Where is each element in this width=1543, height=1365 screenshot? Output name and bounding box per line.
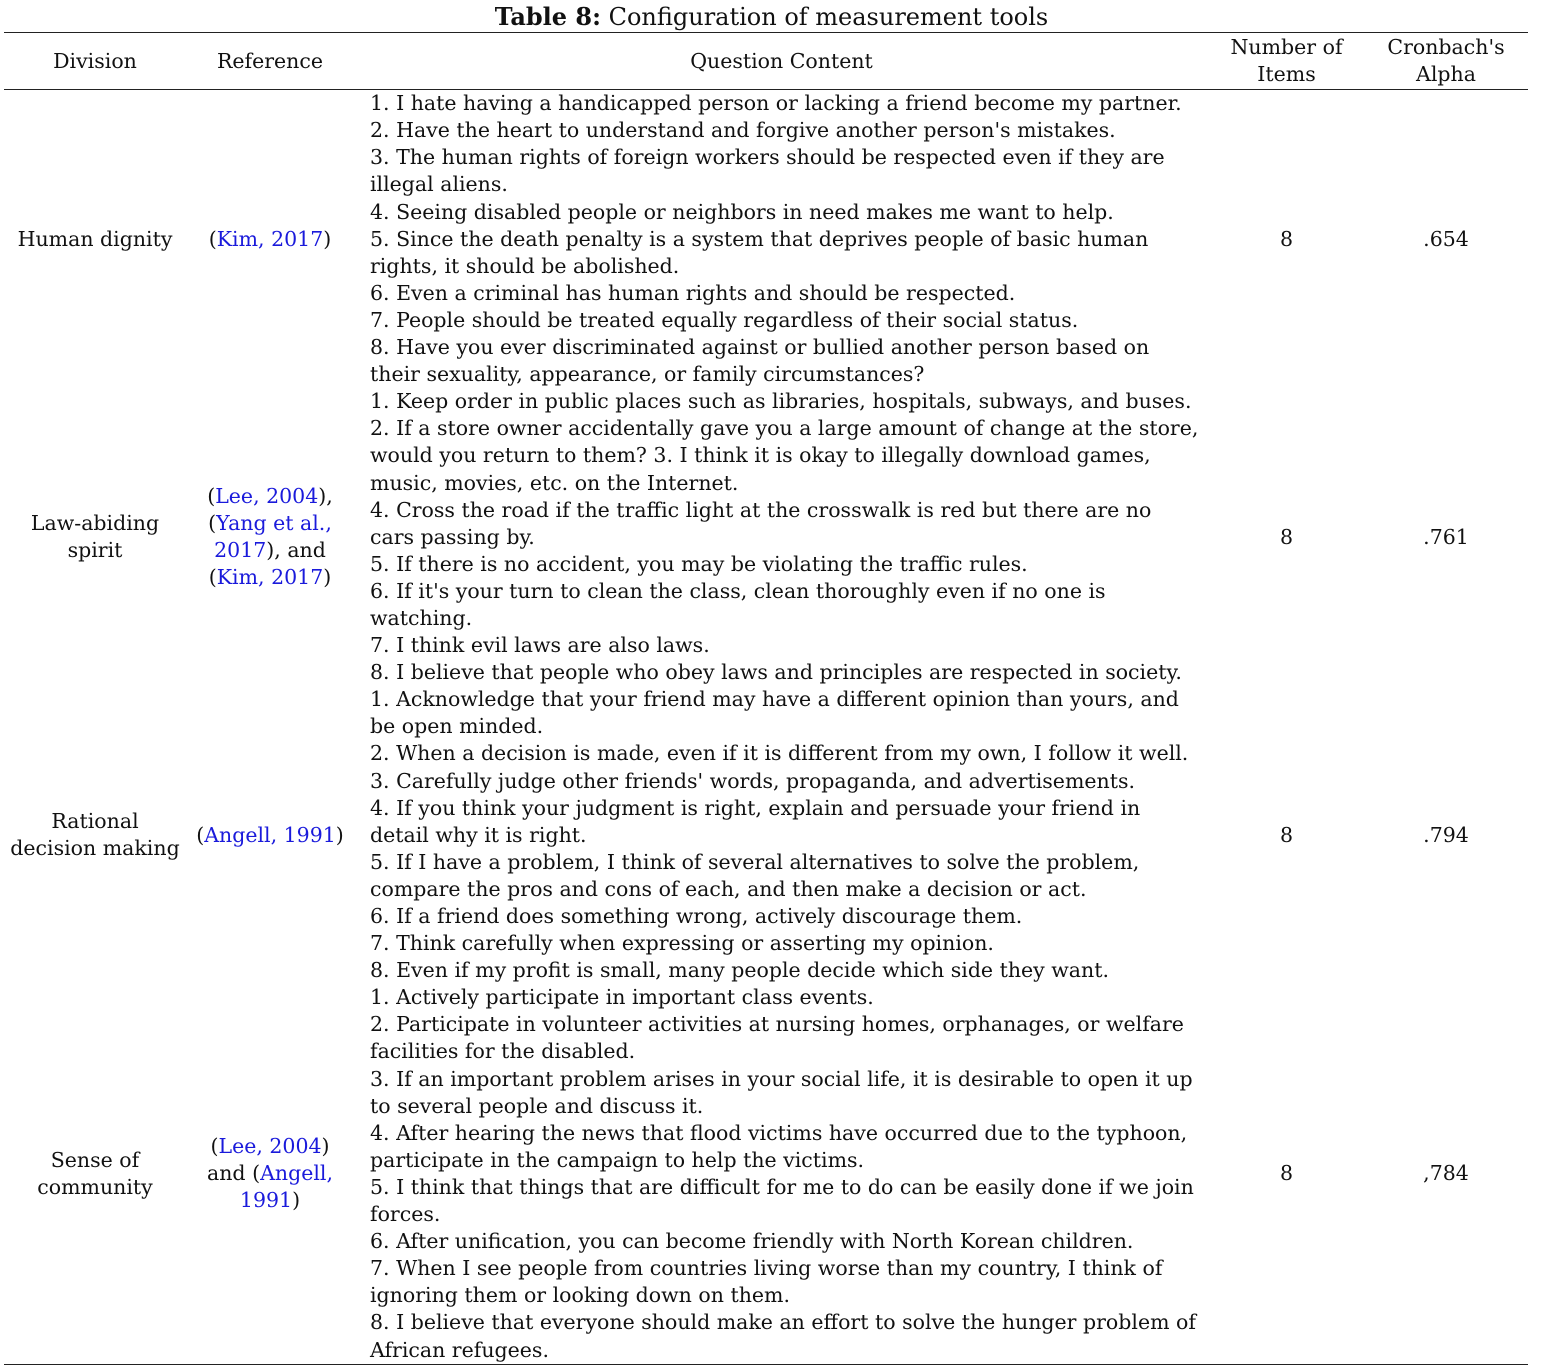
question-content-cell — [354, 388, 1209, 686]
question-item: 4. If you think your judgment is right, explain and persuade your friend in detail why it is right. — [370, 795, 1141, 847]
citation-suffix: ) — [335, 822, 344, 847]
division-cell: Law-abiding spirit — [30, 511, 160, 563]
question-item: 6. If a friend does something wrong, actively discourage them. — [370, 904, 1023, 928]
citation-prefix: ( — [208, 565, 217, 590]
citation-suffix: ), — [318, 484, 333, 509]
question-item: 8. I believe that people who obey laws and principles are respected in society. — [370, 660, 1182, 685]
question-item: 5. I think that things that are difficult for me to do can be easily done if we join forces. — [370, 1174, 1194, 1227]
caption-text: Configuration of measurement tools — [608, 3, 1049, 31]
question-item: 5. If there is no accident, you may be violating the traffic rules. — [370, 551, 1028, 576]
table-row — [4, 686, 1528, 984]
question-item: 1. Acknowledge that your friend may have a different opinion than yours, and be open minded. — [370, 687, 1179, 739]
citation-suffix: ) — [323, 226, 332, 251]
division-cell: Sense of community — [37, 1147, 153, 1199]
citation-prefix: ( — [208, 511, 217, 536]
number-of-items-cell: 8 — [1279, 226, 1294, 251]
header-question-content: Question Content — [690, 48, 873, 73]
question-item: 2. If a store owner accidentally gave you a large amount of change at the store, would you return to them? 3. I think it is okay to illegally download games, music, movies, etc. on the Internet. — [370, 416, 1199, 495]
citation-prefix: ( — [207, 484, 216, 509]
reference-cell — [186, 90, 354, 389]
question-item: 6. After unification, you can become friendly with North Korean children. — [370, 1229, 1134, 1254]
question-item: 6. Even a criminal has human rights and should be respected. — [370, 280, 1016, 305]
question-item: 7. When I see people from countries living worse than my country, I think of ignoring them or looking down on them. — [370, 1256, 1163, 1308]
table-row — [4, 90, 1528, 389]
citation-suffix: ) — [292, 1188, 301, 1213]
question-item: 4. Seeing disabled people or neighbors in need makes me want to help. — [370, 199, 1114, 224]
cronbach-alpha-cell: .794 — [1423, 822, 1469, 847]
citation-prefix: ( — [208, 226, 217, 251]
question-item: 5. If I have a problem, I think of several alternatives to solve the problem, compare the pros and cons of each, and then make a decision or act. — [370, 849, 1140, 901]
question-item: 2. Participate in volunteer activities at nursing homes, orphanages, or welfare facilities for the disabled. — [370, 1012, 1184, 1064]
question-item: 8. I believe that everyone should make an effort to solve the hunger problem of African refugees. — [370, 1310, 1196, 1362]
question-content-cell — [354, 686, 1209, 984]
reference-cell — [186, 388, 354, 686]
table-row — [4, 388, 1528, 686]
citation-link[interactable]: Angell, 1991 — [204, 822, 336, 847]
citation-prefix: ( — [196, 822, 205, 847]
question-item: 2. Have the heart to understand and forgive another person's mistakes. — [370, 118, 1116, 143]
number-of-items-cell: 8 — [1279, 524, 1294, 549]
question-item: 7. People should be treated equally regardless of their social status. — [370, 307, 1079, 332]
question-item: 7. I think evil laws are also laws. — [370, 633, 710, 658]
citation-link[interactable]: Lee, 2004 — [218, 1134, 322, 1159]
citation-prefix: ( — [210, 1134, 219, 1159]
division-cell: Rational decision making — [10, 809, 180, 861]
question-item: 1. I hate having a handicapped person or lacking a friend become my partner. — [370, 91, 1182, 116]
caption-label: Table 8: — [494, 2, 601, 31]
question-item: 2. When a decision is made, even if it is different from my own, I follow it well. — [370, 741, 1189, 766]
question-item: 6. If it's your turn to clean the class, clean thoroughly even if no one is watching. — [370, 578, 1106, 630]
number-of-items-cell: 8 — [1279, 822, 1294, 847]
citation-link[interactable]: Yang et al., 2017 — [214, 511, 332, 563]
question-item: 8. Even if my profit is small, many people decide which side they want. — [370, 958, 1109, 983]
citation-link[interactable]: Angell, 1991 — [239, 1161, 333, 1213]
question-item: 1. Keep order in public places such as libraries, hospitals, subways, and buses. — [370, 389, 1192, 414]
question-item: 3. Carefully judge other friends' words, propaganda, and advertisements. — [370, 768, 1135, 793]
reference-cell — [186, 984, 354, 1364]
citation-link[interactable]: Kim, 2017 — [216, 226, 324, 251]
cronbach-alpha-cell: .761 — [1423, 524, 1469, 549]
citation-suffix: ), and — [266, 538, 326, 563]
header-division: Division — [53, 48, 137, 73]
reference-cell — [186, 686, 354, 984]
citation-prefix: ( — [252, 1161, 261, 1186]
citation-suffix: ) — [323, 565, 332, 590]
citation-link[interactable]: Kim, 2017 — [216, 565, 324, 590]
question-item: 5. Since the death penalty is a system that deprives people of basic human rights, it should be abolished. — [370, 226, 1149, 278]
question-item: 8. Have you ever discriminated against or bullied another person based on their sexuality, appearance, or family circumstances? — [370, 335, 1150, 387]
header-reference: Reference — [216, 48, 324, 73]
question-item: 3. The human rights of foreign workers should be respected even if they are illegal aliens. — [370, 145, 1165, 197]
question-content-cell — [354, 90, 1209, 389]
header-number-of-items: Number of Items — [1230, 35, 1343, 87]
question-item: 7. Think carefully when expressing or asserting my opinion. — [370, 931, 994, 956]
table-caption — [0, 2, 1543, 32]
table-row — [4, 984, 1528, 1364]
question-item: 4. After hearing the news that flood victims have occurred due to the typhoon, participate in the campaign to help the victims. — [370, 1120, 1188, 1172]
number-of-items-cell: 8 — [1279, 1161, 1294, 1186]
citation-suffix: ) and — [207, 1134, 330, 1186]
header-row — [4, 33, 1528, 90]
cronbach-alpha-cell: ,784 — [1423, 1161, 1469, 1186]
header-cronbach-alpha: Cronbach's Alpha — [1387, 35, 1505, 87]
cronbach-alpha-cell: .654 — [1423, 226, 1469, 251]
question-item: 3. If an important problem arises in your social life, it is desirable to open it up to several people and discuss it. — [370, 1066, 1193, 1118]
measurement-table — [4, 32, 1528, 1365]
division-cell: Human dignity — [17, 226, 173, 251]
question-item: 4. Cross the road if the traffic light at the crosswalk is red but there are no cars passing by. — [370, 497, 1152, 549]
citation-link[interactable]: Lee, 2004 — [215, 484, 319, 509]
question-content-cell — [354, 984, 1209, 1364]
question-item: 1. Actively participate in important class events. — [370, 985, 874, 1010]
